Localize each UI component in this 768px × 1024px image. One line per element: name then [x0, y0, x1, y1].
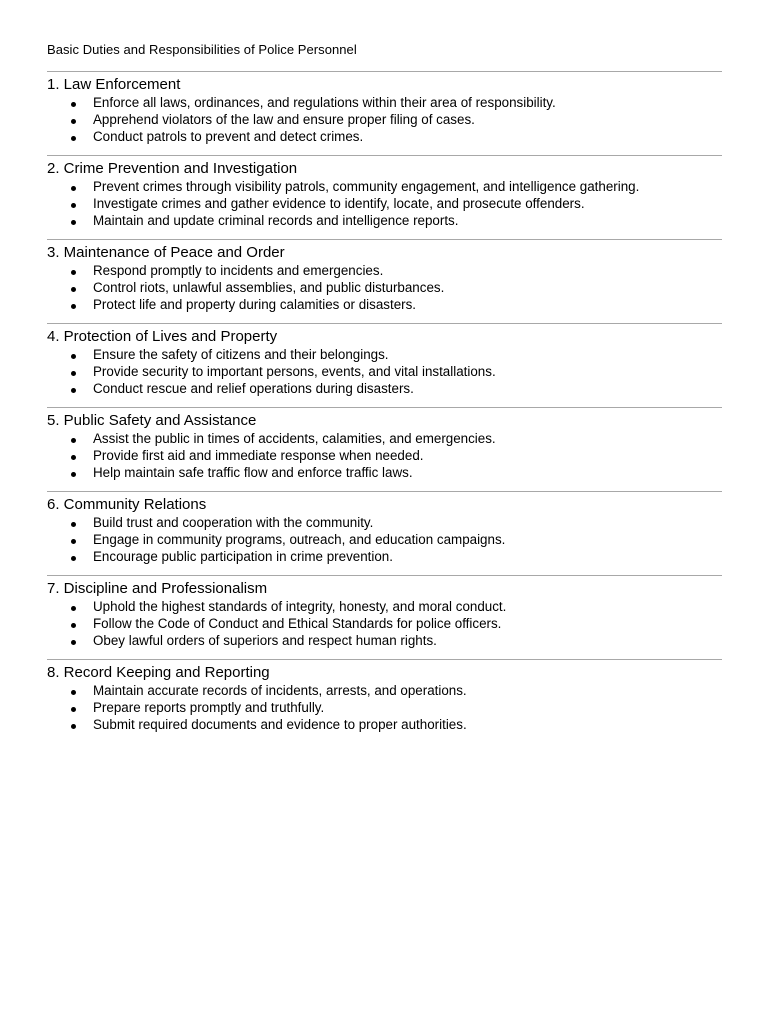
section-heading: 1. Law Enforcement — [47, 76, 181, 93]
bullet-list — [47, 179, 722, 229]
document-page — [47, 40, 722, 743]
list-item-text: Help maintain safe traffic flow and enforce traffic laws. — [93, 464, 413, 480]
list-item-text: Enforce all laws, ordinances, and regulations within their area of responsibility. — [93, 95, 556, 110]
list-item — [47, 280, 722, 297]
section-heading: 6. Community Relations — [47, 496, 207, 513]
bullet-icon — [71, 522, 76, 527]
list-item-text: Provide security to important persons, events, and vital installations. — [93, 363, 496, 379]
section-protection-of-lives — [47, 323, 722, 407]
bullet-icon — [71, 270, 76, 275]
list-item — [47, 633, 722, 650]
bullet-icon — [71, 707, 76, 712]
bullet-icon — [71, 640, 76, 645]
list-item — [47, 297, 722, 314]
list-item-text: Build trust and cooperation with the community. — [93, 515, 374, 530]
list-item — [47, 364, 722, 381]
list-item — [47, 213, 722, 230]
list-item-text: Ensure the safety of citizens and their belongings. — [93, 347, 389, 362]
bullet-icon — [71, 438, 76, 443]
list-item — [47, 717, 722, 734]
bullet-icon — [71, 455, 76, 460]
bullet-icon — [71, 690, 76, 695]
list-item-text: Respond promptly to incidents and emergencies. — [93, 263, 384, 278]
list-item — [47, 532, 722, 549]
bullet-list — [47, 263, 722, 313]
bullet-icon — [71, 119, 76, 124]
bullet-icon — [71, 220, 76, 225]
list-item — [47, 347, 722, 364]
list-item — [47, 95, 722, 112]
list-item-text: Prepare reports promptly and truthfully. — [93, 699, 325, 715]
list-item-text: Encourage public participation in crime prevention. — [93, 548, 393, 564]
bullet-list — [47, 347, 722, 397]
section-public-safety — [47, 407, 722, 491]
section-discipline — [47, 575, 722, 659]
bullet-list — [47, 683, 722, 733]
list-item — [47, 448, 722, 465]
bullet-icon — [71, 724, 76, 729]
section-heading: 2. Crime Prevention and Investigation — [47, 160, 298, 177]
section-heading: 8. Record Keeping and Reporting — [47, 664, 270, 681]
section-peace-and-order — [47, 239, 722, 323]
list-item-text: Obey lawful orders of superiors and respect human rights. — [93, 632, 437, 648]
list-item-text: Conduct patrols to prevent and detect crimes. — [93, 128, 364, 144]
list-item-text: Apprehend violators of the law and ensure proper filing of cases. — [93, 111, 475, 127]
list-item-text: Submit required documents and evidence to proper authorities. — [93, 716, 467, 732]
bullet-icon — [71, 606, 76, 611]
list-item — [47, 683, 722, 700]
section-heading: 5. Public Safety and Assistance — [47, 412, 257, 429]
list-item — [47, 616, 722, 633]
bullet-icon — [71, 304, 76, 309]
bullet-icon — [71, 287, 76, 292]
bullet-icon — [71, 539, 76, 544]
list-item — [47, 112, 722, 129]
section-law-enforcement — [47, 71, 722, 155]
list-item-text: Provide first aid and immediate response when needed. — [93, 447, 424, 463]
section-heading: 4. Protection of Lives and Property — [47, 328, 278, 345]
section-heading: 7. Discipline and Professionalism — [47, 580, 268, 597]
section-community-relations — [47, 491, 722, 575]
section-record-keeping — [47, 659, 722, 743]
bullet-list — [47, 95, 722, 145]
list-item-text: Protect life and property during calamities or disasters. — [93, 296, 417, 312]
list-item-text: Follow the Code of Conduct and Ethical Standards for police officers. — [93, 615, 502, 631]
list-item-text: Uphold the highest standards of integrity, honesty, and moral conduct. — [93, 599, 507, 614]
list-item — [47, 549, 722, 566]
list-item-text: Engage in community programs, outreach, and education campaigns. — [93, 531, 506, 547]
list-item — [47, 196, 722, 213]
bullet-icon — [71, 556, 76, 561]
list-item — [47, 431, 722, 448]
list-item — [47, 700, 722, 717]
document-title: Basic Duties and Responsibilities of Police Personnel — [47, 42, 357, 57]
bullet-icon — [71, 371, 76, 376]
list-item-text: Maintain accurate records of incidents, arrests, and operations. — [93, 683, 467, 698]
bullet-icon — [71, 472, 76, 477]
bullet-icon — [71, 186, 76, 191]
list-item — [47, 515, 722, 532]
list-item-text: Maintain and update criminal records and intelligence reports. — [93, 212, 459, 228]
bullet-icon — [71, 354, 76, 359]
bullet-icon — [71, 623, 76, 628]
bullet-icon — [71, 388, 76, 393]
bullet-icon — [71, 102, 76, 107]
section-crime-prevention — [47, 155, 722, 239]
section-heading: 3. Maintenance of Peace and Order — [47, 244, 285, 261]
list-item-text: Conduct rescue and relief operations during disasters. — [93, 380, 414, 396]
bullet-icon — [71, 136, 76, 141]
bullet-list — [47, 515, 722, 565]
bullet-list — [47, 431, 722, 481]
list-item-text: Control riots, unlawful assemblies, and public disturbances. — [93, 279, 445, 295]
list-item — [47, 179, 722, 196]
list-item — [47, 465, 722, 482]
list-item — [47, 129, 722, 146]
list-item-text: Investigate crimes and gather evidence to identify, locate, and prosecute offenders. — [93, 195, 585, 211]
bullet-list — [47, 599, 722, 649]
list-item-text: Prevent crimes through visibility patrols, community engagement, and intelligence gathering. — [93, 179, 640, 194]
list-item — [47, 381, 722, 398]
list-item-text: Assist the public in times of accidents, calamities, and emergencies. — [93, 431, 496, 446]
list-item — [47, 263, 722, 280]
list-item — [47, 599, 722, 616]
bullet-icon — [71, 203, 76, 208]
